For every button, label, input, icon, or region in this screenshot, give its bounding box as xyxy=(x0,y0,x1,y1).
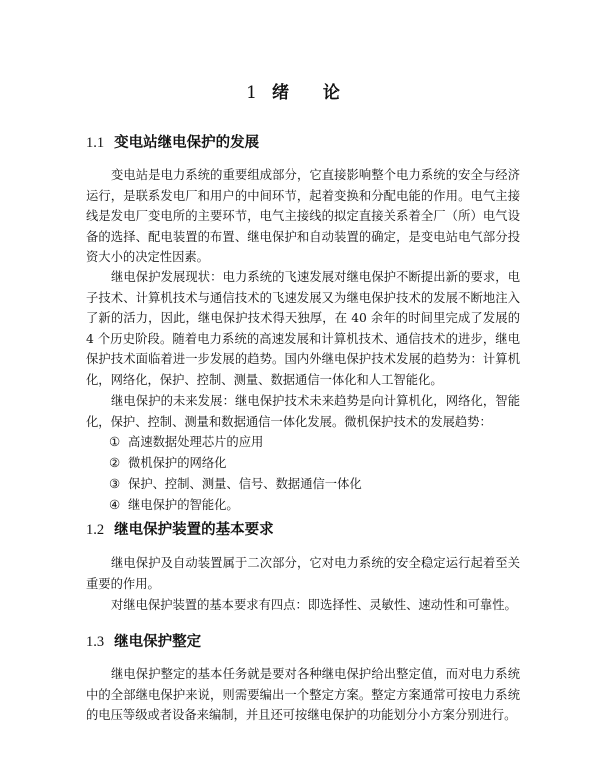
section-number: 1.1 xyxy=(86,135,105,151)
section-heading xyxy=(86,131,259,152)
list-marker: ② xyxy=(109,456,121,470)
chapter-number: 1 xyxy=(246,83,258,103)
list-item-text: 微机保护的网络化 xyxy=(128,456,227,470)
list-marker: ④ xyxy=(109,498,121,512)
paragraph: 继电保护整定的基本任务就是要对各种继电保护给出整定值，而对电力系统中的全部继电保护来说，则需要编出一个整定方案。整定方案通常可按电力系统的电压等级或者设备来编制，并且还可按继电保护的功能划分小方案分别进行。 xyxy=(86,667,520,723)
section-heading-text: 继电保护装置的基本要求 xyxy=(114,522,274,538)
section-heading-text: 继电保护整定 xyxy=(114,634,202,650)
list-item-text: 高速数据处理芯片的应用 xyxy=(128,435,264,449)
paragraph: 继电保护的未来发展：继电保护技术未来趋势是向计算机化，网络化，智能化，保护、控制、测量和数据通信一体化发展。微机保护技术的发展趋势： xyxy=(86,394,520,429)
list-item xyxy=(109,495,239,516)
list-item xyxy=(109,453,226,474)
list-marker: ③ xyxy=(109,477,121,491)
list-marker: ① xyxy=(109,435,121,449)
list-item xyxy=(109,474,362,495)
chapter-title-text: 绪 论 xyxy=(271,83,354,103)
list-item-text: 继电保护的智能化。 xyxy=(128,498,239,512)
section-heading xyxy=(86,630,201,651)
paragraph: 对继电保护装置的基本要求有四点：即选择性、灵敏性、速动性和可靠性。 xyxy=(111,598,517,612)
list-item-text: 保护、控制、测量、信号、数据通信一体化 xyxy=(128,477,362,491)
paragraph: 继电保护及自动装置属于二次部分，它对电力系统的安全稳定运行起着至关重要的作用。 xyxy=(86,556,520,591)
section-heading xyxy=(86,518,274,539)
paragraph: 继电保护发展现状：电力系统的飞速发展对继电保护不断提出新的要求，电子技术、计算机技术与通信技术的飞速发展又为继电保护技术的发展不断地注入了新的活力，因此，继电保护技术得天独厚，在 40 余年的时间里完成了发展的 4 个历史阶段。随着电力系统的高速发展和计算机技术、通信技术的进步，继电保护技术面临着进一步发展的趋势。国内外继电保护技术发展的趋势为：计算机化，网络化，保护、控制、测量、数据通信一体化和人工智能化。 xyxy=(86,270,520,387)
list-item xyxy=(109,432,263,453)
chapter-title xyxy=(0,78,600,103)
paragraph: 变电站是电力系统的重要组成部分，它直接影响整个电力系统的安全与经济运行，是联系发电厂和用户的中间环节，起着变换和分配电能的作用。电气主接线是发电厂变电所的主要环节，电气主接线的拟定直接关系着全厂（所）电气设备的选择、配电装置的布置、继电保护和自动装置的确定，是变电站电气部分投资大小的决定性因素。 xyxy=(86,168,520,265)
section-number: 1.3 xyxy=(86,634,105,650)
section-number: 1.2 xyxy=(86,522,105,538)
section-heading-text: 变电站继电保护的发展 xyxy=(114,135,260,151)
